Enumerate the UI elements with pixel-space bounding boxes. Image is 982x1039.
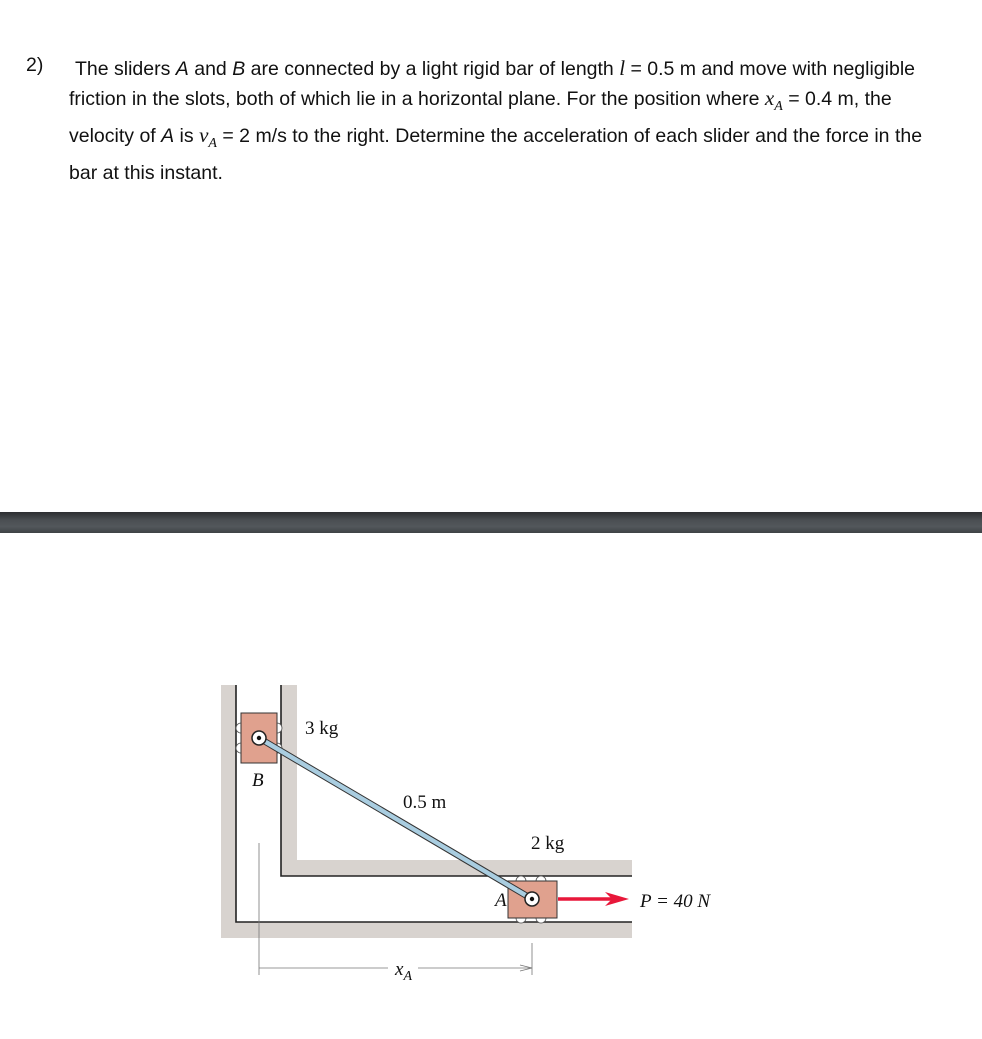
dimension-label: $x_A$ (395, 959, 412, 984)
mass-b-label: 3 kg (305, 718, 339, 739)
force-label: P = 40 N (640, 891, 711, 912)
force-arrow (558, 892, 629, 906)
bar-length-label: 0.5 m (403, 792, 447, 813)
slider-b-label: B (252, 770, 264, 791)
question-number: 2) (26, 54, 44, 76)
slider-a-label: A (495, 890, 507, 911)
pin-a (525, 892, 539, 906)
mass-a-label: 2 kg (531, 833, 565, 854)
pin-b (252, 731, 266, 745)
question-text: The sliders A and B are connected by a light rigid bar of length l = 0.5 m and move with negligible friction in the slots, both of which lie in a horizontal plane. For the position where $x_A = 0.4$ m, the velocity of A is $v_A = 2$ m/s to the right. Determine the acceleration of each slider and the force in the bar at this instant. (69, 56, 923, 184)
